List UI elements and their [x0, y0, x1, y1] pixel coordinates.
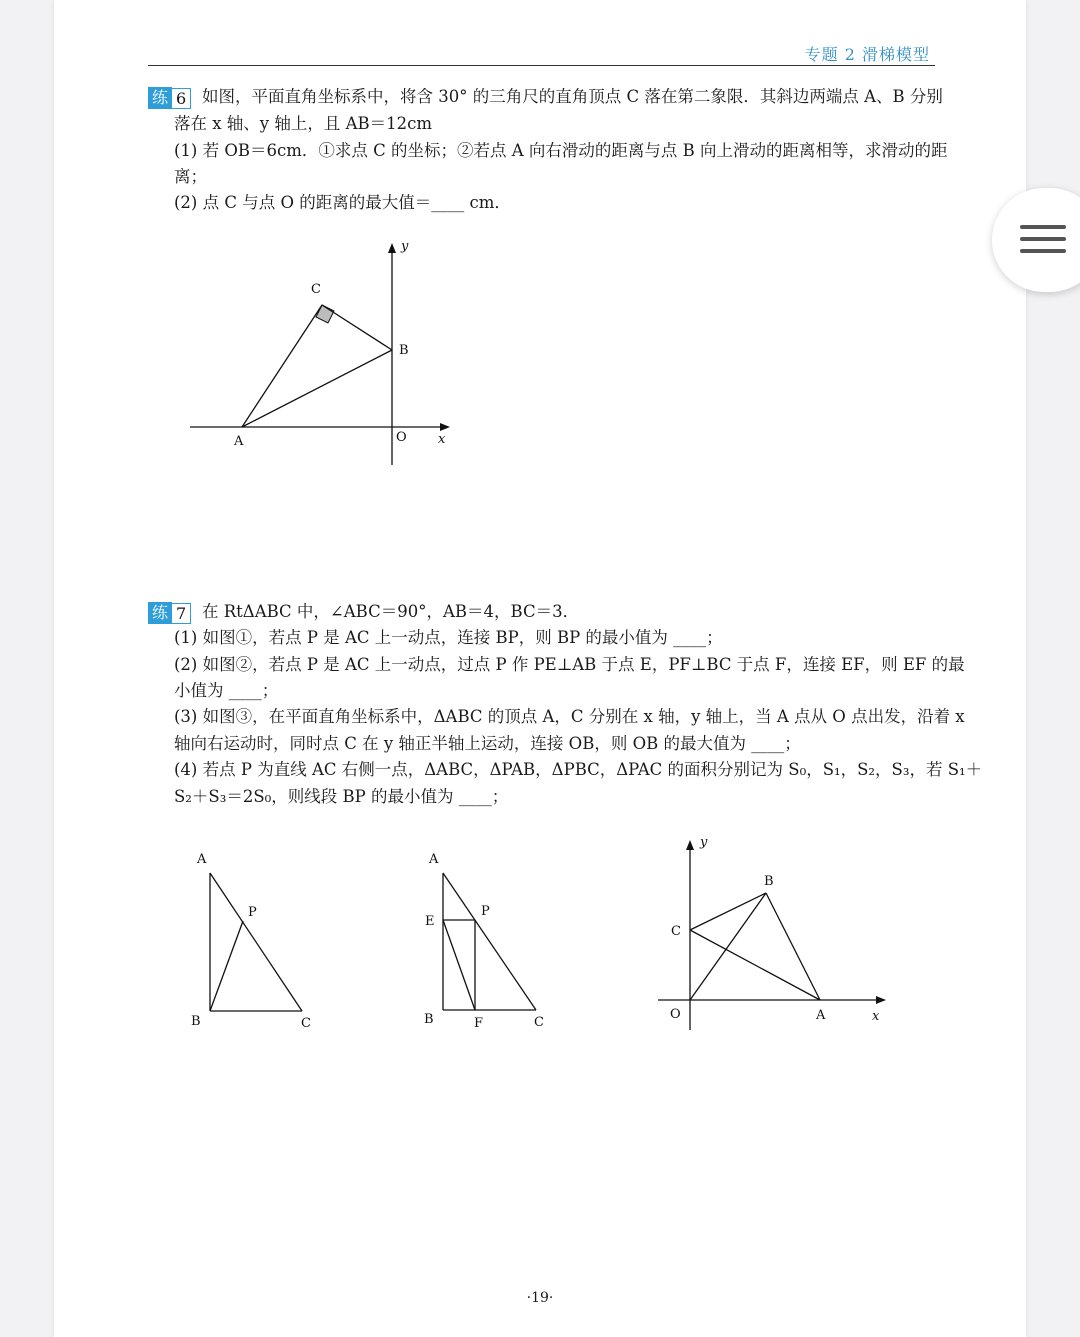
problem7-line-4: 小值为 ____；: [174, 681, 279, 700]
problem7-line-3: (2) 如图②，若点 P 是 AC 上一动点，过点 P 作 PE⊥AB 于点 E，PF⊥BC 于点 F，连接 EF，则 EF 的最: [174, 655, 965, 674]
segment-BP: [210, 921, 243, 1011]
problem7-line-6: 轴向右运动时，同时点 C 在 y 轴正半轴上运动，连接 OB，则 OB 的最大值为 ____；: [174, 734, 801, 753]
label-C: C: [311, 282, 321, 297]
segment-OB: [690, 893, 766, 1000]
problem7-label-prefix: 练: [148, 602, 172, 624]
label-F: F: [474, 1016, 484, 1031]
problem7-line-2: (1) 如图①，若点 P 是 AC 上一动点，连接 BP，则 BP 的最小值为 ____；: [174, 628, 723, 647]
label-B: B: [764, 874, 774, 889]
label-P: P: [481, 904, 490, 919]
problem7-line-7: (4) 若点 P 为直线 AC 右侧一点，ΔABC，ΔPAB，ΔPBC，ΔPAC 的面积分别记为 S₀，S₁，S₂，S₃，若 S₁＋: [174, 760, 983, 779]
problem6-line-3: (1) 若 OB＝6cm．①求点 C 的坐标；②若点 A 向右滑动的距离与点 B 向上滑动的距离相等，求滑动的距: [174, 141, 948, 160]
problem6-label-number: 6: [171, 88, 191, 109]
x-axis-arrow: [876, 996, 886, 1004]
problem7-figure-3: [650, 830, 895, 1039]
y-axis-arrow: [388, 243, 396, 253]
label-x: x: [872, 1009, 880, 1024]
label-C: C: [671, 924, 681, 939]
problem7-line-5: (3) 如图③，在平面直角坐标系中，ΔABC 的顶点 A，C 分别在 x 轴，y 轴上，当 A 点从 O 点出发，沿着 x: [174, 707, 965, 726]
problem6-figure: [180, 235, 460, 479]
label-B: B: [399, 343, 409, 358]
segment-AC: [242, 305, 322, 427]
problem7-label: [148, 602, 191, 624]
segment-CB: [322, 305, 392, 350]
problem6-line-1: 如图，平面直角坐标系中，将含 30° 的三角尺的直角顶点 C 落在第二象限．其斜边两端点 A、B 分别: [202, 87, 943, 106]
label-O: O: [396, 430, 407, 445]
problem7-line-1: 在 RtΔABC 中，∠ABC＝90°，AB＝4，BC＝3．: [202, 602, 580, 621]
label-A: A: [234, 434, 244, 449]
problem7-figure-2: [415, 845, 560, 1044]
label-y: y: [700, 835, 708, 850]
problem6-line-5: (2) 点 C 与点 O 的距离的最大值＝____ cm．: [174, 193, 511, 212]
segment-EF: [443, 920, 475, 1010]
label-O: O: [670, 1007, 681, 1022]
viewer-background: [0, 0, 54, 1337]
x-axis-arrow: [440, 423, 450, 431]
label-C: C: [534, 1015, 544, 1030]
problem6-label: [148, 87, 191, 109]
label-A: A: [197, 852, 207, 867]
segment-AC: [210, 873, 302, 1011]
label-C: C: [301, 1016, 311, 1031]
problem6-line-2: 落在 x 轴、y 轴上，且 AB＝12cm: [174, 114, 433, 133]
header-title: 专题 2 滑梯模型: [804, 45, 930, 64]
segment-AC: [443, 873, 536, 1010]
segment-CA: [690, 930, 820, 1000]
problem6-line-4: 离；: [174, 167, 207, 186]
segment-CB: [690, 893, 766, 930]
label-A: A: [429, 852, 439, 867]
hamburger-menu-icon: [1020, 225, 1066, 261]
label-x: x: [438, 432, 446, 447]
segment-BA: [766, 893, 820, 1000]
label-B: B: [191, 1014, 201, 1029]
problem6-label-prefix: 练: [148, 87, 172, 109]
problem7-label-number: 7: [171, 603, 191, 624]
header-divider: [148, 65, 935, 66]
label-y: y: [401, 239, 409, 254]
page-number: ·19·: [526, 1290, 554, 1306]
label-P: P: [248, 905, 257, 920]
segment-AB: [242, 350, 392, 427]
problem7-line-8: S₂＋S₃＝2S₀，则线段 BP 的最小值为 ____；: [174, 787, 509, 806]
label-A: A: [816, 1008, 826, 1023]
label-B: B: [424, 1012, 434, 1027]
problem7-figure-1: [185, 845, 325, 1044]
label-E: E: [425, 914, 435, 929]
y-axis-arrow: [686, 840, 694, 850]
